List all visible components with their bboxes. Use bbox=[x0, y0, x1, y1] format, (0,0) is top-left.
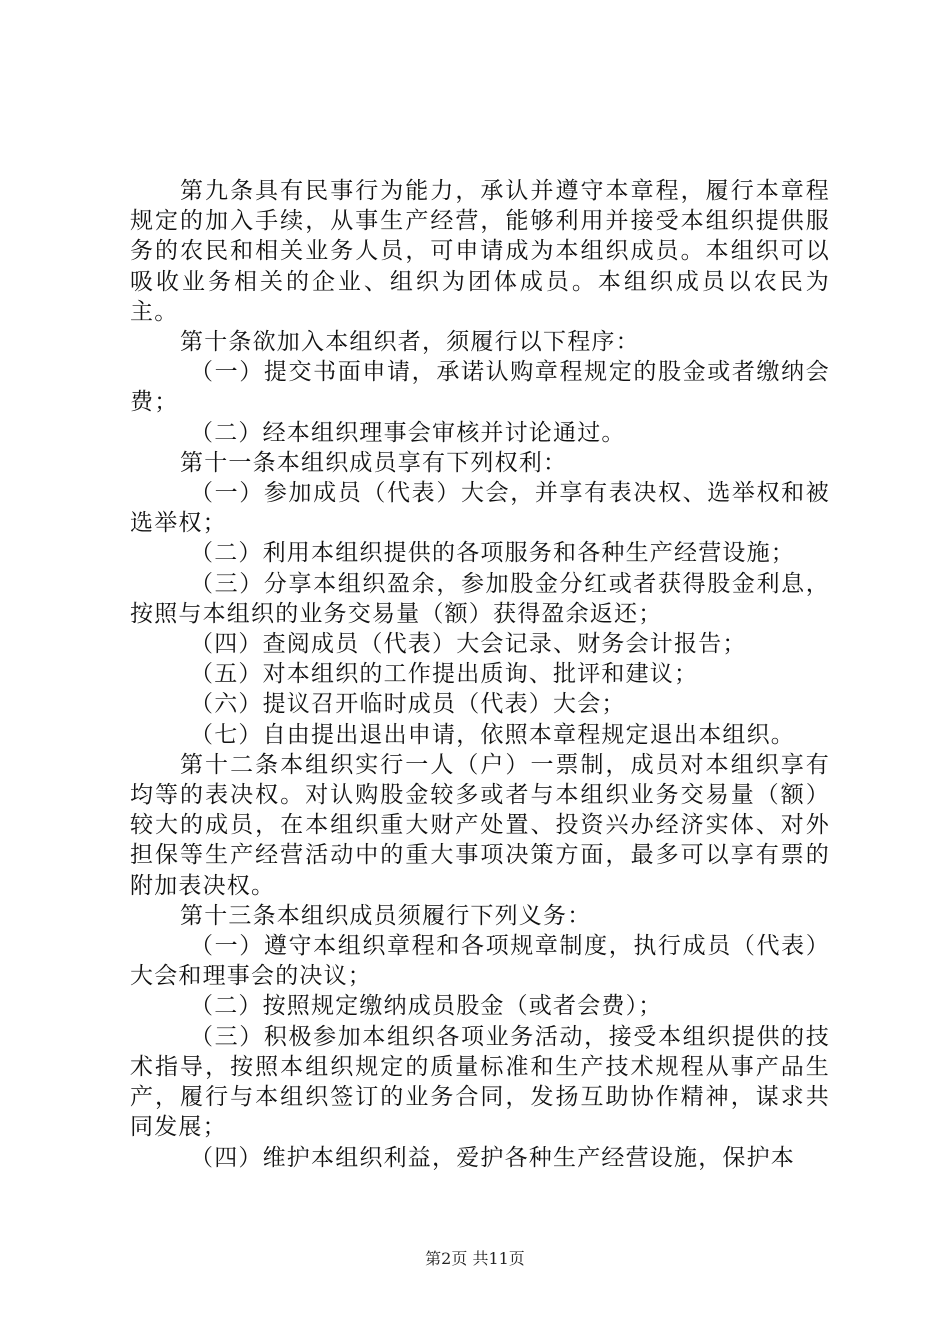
paragraph-article-11: 第十一条本组织成员享有下列权利： bbox=[180, 449, 568, 476]
list-item: （二）经本组织理事会审核并讨论通过。 bbox=[190, 419, 626, 446]
list-item: （四）维护本组织利益，爱护各种生产经营设施，保护本 bbox=[190, 1144, 795, 1171]
list-item: （三）分享本组织盈余，参加股金分红或者获得股金利息，按照与本组织的业务交易量（额）获得盈余返还； bbox=[130, 570, 830, 627]
page-footer bbox=[0, 1246, 950, 1269]
document-body bbox=[130, 176, 830, 1173]
list-item: （五）对本组织的工作提出质询、批评和建议； bbox=[190, 661, 699, 688]
list-item: （二）按照规定缴纳成员股金（或者会费）； bbox=[190, 993, 663, 1020]
paragraph-article-9: 第九条具有民事行为能力，承认并遵守本章程，履行本章程规定的加入手续，从事生产经营，能够利用并接受本组织提供服务的农民和相关业务人员，可申请成为本组织成员。本组织可以吸收业务相关的企业、组织为团体成员。本组织成员以农民为主。 bbox=[130, 178, 830, 325]
page-number: 第2页 共11页 bbox=[425, 1249, 525, 1268]
list-item: （七）自由提出退出申请，依照本章程规定退出本组织。 bbox=[190, 721, 795, 748]
list-item: （四）查阅成员（代表）大会记录、财务会计报告； bbox=[190, 631, 747, 658]
list-item: （六）提议召开临时成员（代表）大会； bbox=[190, 691, 626, 718]
paragraph-article-13: 第十三条本组织成员须履行下列义务： bbox=[180, 902, 592, 929]
paragraph-article-12: 第十二条本组织实行一人（户）一票制，成员对本组织享有均等的表决权。对认购股金较多或者与本组织业务交易量（额）较大的成员，在本组织重大财产处置、投资兴办经济实体、对外担保等生产经营活动中的重大事项决策方面，最多可以享有票的附加表决权。 bbox=[130, 751, 830, 899]
list-item: （二）利用本组织提供的各项服务和各种生产经营设施； bbox=[190, 540, 795, 567]
paragraph-article-10: 第十条欲加入本组织者，须履行以下程序： bbox=[180, 329, 640, 356]
list-item: （一）遵守本组织章程和各项规章制度，执行成员（代表）大会和理事会的决议； bbox=[130, 933, 830, 990]
list-item: （一）提交书面申请，承诺认购章程规定的股金或者缴纳会费； bbox=[130, 359, 830, 416]
list-item: （一）参加成员（代表）大会，并享有表决权、选举权和被选举权； bbox=[130, 480, 830, 537]
list-item: （三）积极参加本组织各项业务活动，接受本组织提供的技术指导，按照本组织规定的质量标准和生产技术规程从事产品生产，履行与本组织签订的业务合同，发扬互助协作精神，谋求共同发展； bbox=[130, 1023, 830, 1141]
